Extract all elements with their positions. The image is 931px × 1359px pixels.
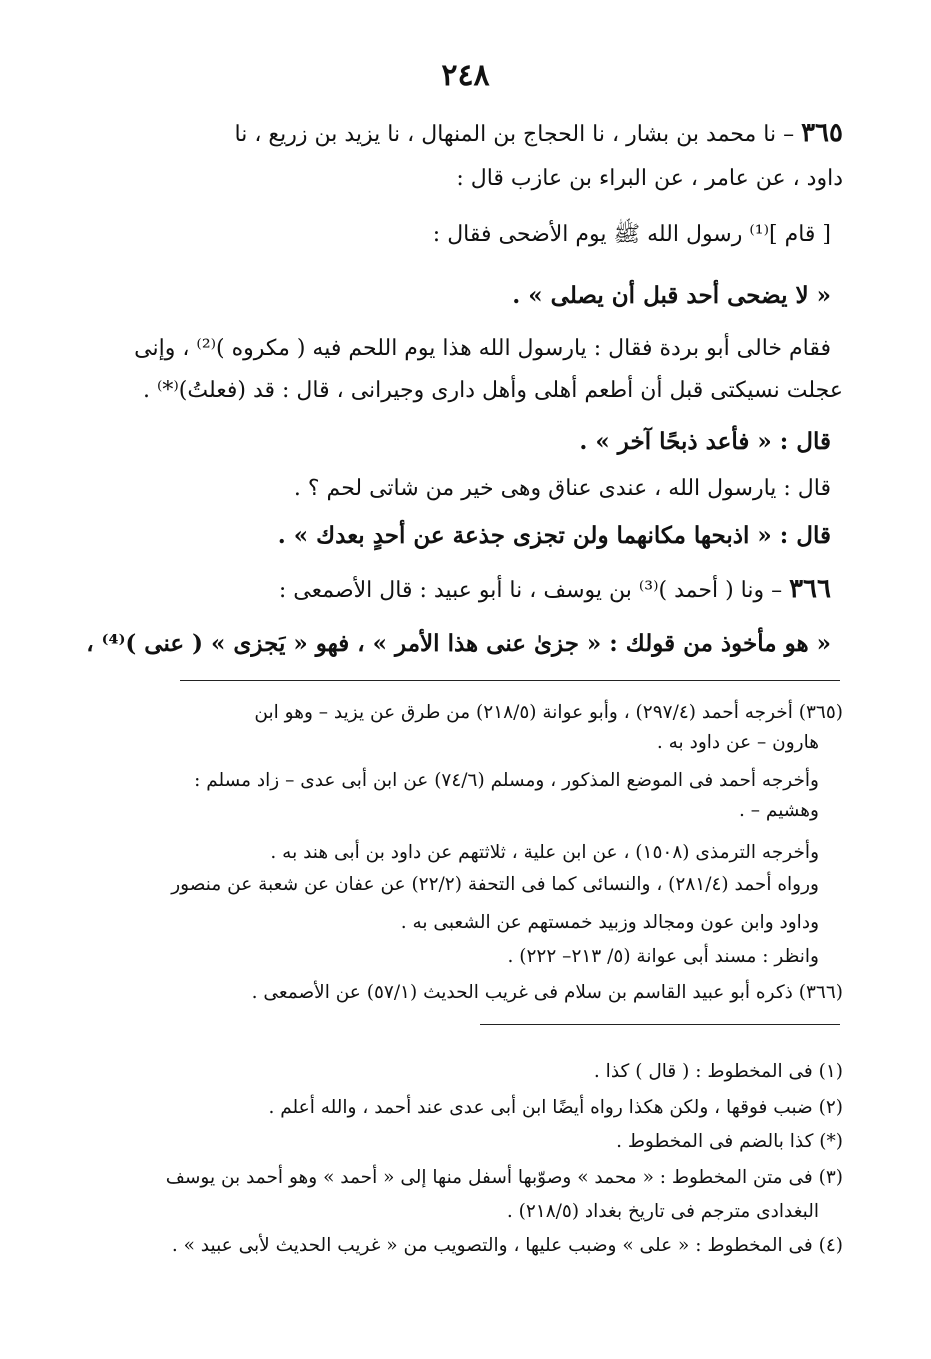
hadith-366-line-2: « هو مأخوذ من قولك : « جزىٰ عنى هذا الأمر » ، فهو « يَجزى » ( عنى )⁽⁴⁾ ،: [86, 630, 831, 657]
note-line-9: (٣٦٦) ذكره أبو عبيد القاسم بن سلام فى غريب الحديث (٥٧/١) عن الأصمعى .: [251, 982, 843, 1003]
hadith-365-line-5: فقام خالى أبو بردة فقال : يارسول الله هذا يوم اللحم فيه ( مكروه )⁽²⁾ ، وإنى: [134, 336, 831, 361]
footnote-4: (٤) فى المخطوط : « على » وضبب عليها ، والتصويب من « غريب الحديث لأبى عبيد » .: [171, 1235, 843, 1256]
note-line-5: وأخرجه الترمذى (١٥٠٨) ، عن ابن علية ، ثلاثتهم عن داود بن أبى هند به .: [270, 842, 819, 863]
hadith-365-line-4: « لا يضحى أحد قبل أن يصلى » .: [512, 282, 831, 309]
hadith-365-number: ٣٦٥: [801, 118, 843, 148]
hadith-365-line-3: [ قام ]⁽¹⁾ رسول الله ﷺ يوم الأضحى فقال :: [432, 222, 831, 247]
note-line-3: وأخرجه أحمد فى الموضع المذكور ، ومسلم (٧٤/٦) عن ابن أبى عدى – زاد مسلم :: [194, 770, 819, 791]
note-line-6: ورواه أحمد (٢٨١/٤) ، والنسائى كما فى التحفة (٢٢/٢) عن عفان عن شعبة عن منصور: [171, 874, 819, 895]
hadith-365-line-7: قال : « فأعد ذبحًا آخر » .: [579, 428, 831, 455]
hadith-366-number: ٣٦٦: [789, 574, 831, 604]
hadith-366-line-1: [83, 574, 831, 604]
footnote-3-line-2: البغدادى مترجم فى تاريخ بغداد (٢١٨/٥) .: [506, 1201, 819, 1222]
footnote-1: (١) فى المخطوط : ( قال ) كذا .: [593, 1061, 843, 1082]
note-line-2: هارون – عن داود به .: [656, 732, 819, 753]
notes-separator: [180, 680, 840, 681]
hadith-365-line-2: داود ، عن عامر ، عن البراء بن عازب قال :: [456, 166, 843, 191]
hadith-365-line-6: عجلت نسيكتى قبل أن أطعم أهلى وأهل دارى وجيرانى ، قال : قد (فعلتُ)⁽*⁾ .: [142, 378, 843, 403]
footnote-3-line-1: (٣) فى متن المخطوط : « محمد » وصوّبها أسفل منها إلى « أحمد » وهو أحمد بن يوسف: [165, 1167, 843, 1188]
note-line-7: وداود وابن عون ومجالد وزبيد خمستهم عن الشعبى به .: [400, 912, 819, 933]
footnote-2: (٢) ضبب فوقها ، ولكن هكذا رواه أيضًا ابن أبى عدى عند أحمد ، والله أعلم .: [268, 1097, 843, 1118]
hadith-365-line-1: [83, 118, 843, 148]
hadith-366-line-1-text: – ونا ( أحمد )⁽³⁾ بن يوسف ، نا أبو عبيد : قال الأصمعى :: [278, 578, 790, 603]
note-line-1: (٣٦٥) أخرجه أحمد (٢٩٧/٤) ، وأبو عوانة (٢١٨/٥) من طرق عن يزيد – وهو ابن: [254, 702, 843, 723]
note-line-4: وهشيم – .: [739, 800, 819, 821]
hadith-365-line-9: قال : « اذبحها مكانهما ولن تجزى جذعة عن أحدٍ بعدك » .: [277, 522, 831, 549]
footnote-star: (*) كذا بالضم فى المخطوط .: [616, 1131, 843, 1152]
page-number: ٢٤٨: [441, 58, 490, 93]
footnotes-separator: [480, 1024, 840, 1025]
hadith-365-line-1-text: – نا محمد بن بشار ، نا الحجاج بن المنهال ، نا يزيد بن زريع ، نا: [234, 122, 802, 147]
hadith-365-line-8: قال : يارسول الله ، عندى عناق وهى خير من شاتى لحم ؟ .: [293, 476, 831, 501]
note-line-8: وانظر : مسند أبى عوانة (٥/ ٢١٣– ٢٢٢) .: [507, 946, 819, 967]
